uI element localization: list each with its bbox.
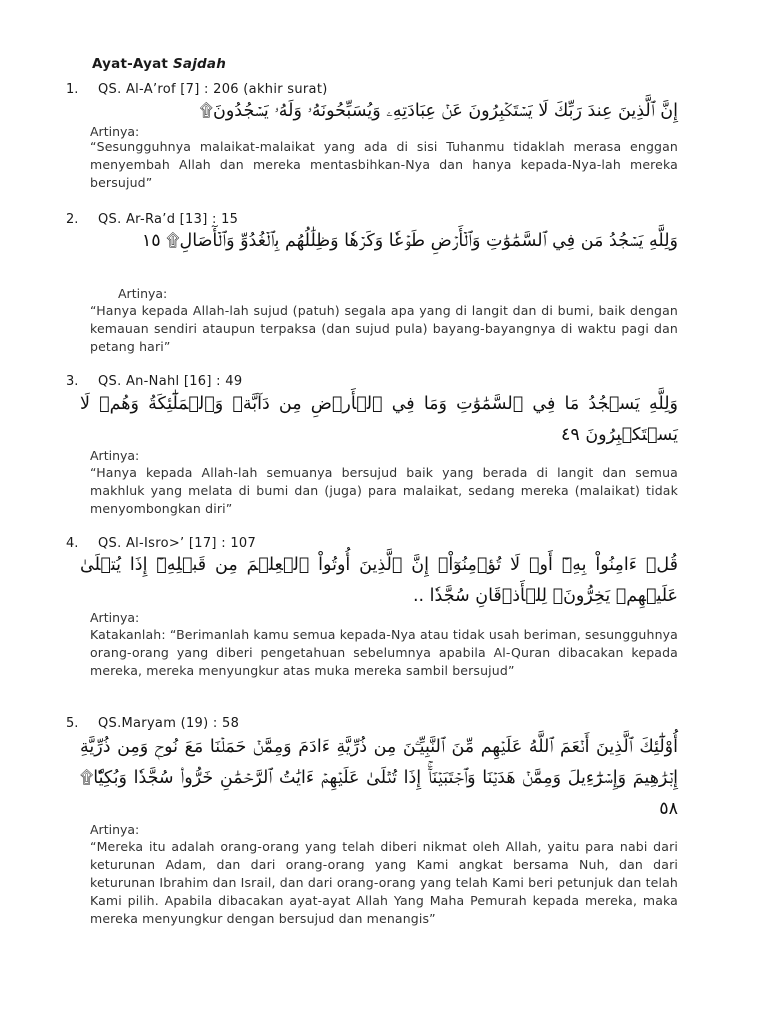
translation-label: Artinya:: [90, 822, 140, 837]
document-title: [92, 56, 226, 72]
item-number: 5.: [66, 716, 79, 731]
surah-reference: QS. Ar-Ra’d [13] : 15: [98, 212, 239, 227]
arabic-verse: أُوْلَٰٓئِكَ ٱلَّذِينَ أَنۡعَمَ ٱللَّهُ عَلَيۡهِم مِّنَ ٱلنَّبِيِّـۧنَ مِن ذُرِّيَّةِ ءَادَمَ وَمِمَّنۡ حَمَلۡنَا مَعَ نُوحٖ وَمِن ذُرِّيَّةِ إِبۡرَٰهِيمَ وَإِسۡرَٰٓءِيلَ وَمِمَّنۡ هَدَيۡنَا وَٱجۡتَبَيۡنَآۚ إِذَا تُتۡلَىٰ عَلَيۡهِمۡ ءَايَٰتُ ٱلرَّحۡمَٰنِ خَرُّواْۤ سُجَّدٗا وَبُكِيّٗا۩ ٥٨: [80, 737, 678, 819]
translation-text: “Hanya kepada Allah-lah sujud (patuh) segala apa yang di langit dan di bumi, baik dengan kemauan sendiri ataupun terpaksa (dan sujud pula) bayang-bayangnya di waktu pagi dan petang hari”: [90, 303, 678, 354]
surah-reference: QS.Maryam (19) : 58: [98, 716, 240, 731]
title-main: Ayat-Ayat: [92, 56, 169, 72]
item-number: 2.: [66, 212, 79, 227]
item-number: 3.: [66, 374, 79, 389]
surah-reference: QS. Al-A’rof [7] : 206 (akhir surat): [98, 82, 328, 97]
arabic-verse: وَلِلَّهِ يَسۡجُدُ مَا فِي ٱلسَّمَٰوَٰتِ وَمَا فِي ٱلۡأَرۡضِ مِن دَآبَّةٖ وَٱلۡمَلَٰٓئِكَةُ وَهُمۡ لَا يَسۡتَكۡبِرُونَ ٤٩: [80, 394, 678, 445]
translation-text: “Mereka itu adalah orang-orang yang telah diberi nikmat oleh Allah, yaitu para nabi dari keturunan Adam, dan dari orang-orang yang Kami angkat bersama Nuh, dan dari keturunan Ibrahim dan Israil, dan dari orang-orang yang telah Kami beri petunjuk dan telah Kami pilih. Apabila dibacakan ayat-ayat Allah Yang Maha Pemurah kepada mereka, maka mereka menyungkur dengan bersujud dan menangis”: [90, 839, 678, 926]
translation-label: Artinya:: [118, 286, 168, 301]
arabic-verse: وَلِلَّهِ يَسۡجُدُ مَن فِي ٱلسَّمَٰوَٰتِ وَٱلۡأَرۡضِ طَوۡعٗا وَكَرۡهٗا وَظِلَٰلُهُم بِٱلۡغُدُوِّ وَٱلۡأٓصَالِ۩ ١٥: [141, 231, 678, 251]
translation-text: “Sesungguhnya malaikat-malaikat yang ada di sisi Tuhanmu tidaklah merasa enggan menyembah Allah dan mereka mentasbihkan-Nya dan hanya kepada-Nya-lah mereka bersujud”: [90, 139, 678, 190]
arabic-verse: قُلۡ ءَامِنُواْ بِهِۦٓ أَوۡ لَا تُؤۡمِنُوٓاْۚ إِنَّ ٱلَّذِينَ أُوتُواْ ٱلۡعِلۡمَ مِن قَبۡلِهِۦٓ إِذَا يُتۡلَىٰ عَلَيۡهِمۡ يَخِرُّونَۤ لِلۡأَذۡقَانِ سُجَّدٗا ..: [80, 555, 678, 606]
surah-reference: QS. An-Nahl [16] : 49: [98, 374, 243, 389]
translation-text: Katakanlah: “Berimanlah kamu semua kepada-Nya atau tidak usah beriman, sesungguhnya orang-orang yang diberi pengetahuan sebelumnya apabila Al-Quran dibacakan kepada mereka, mereka menyungkur atas muka mereka sambil bersujud”: [90, 627, 678, 678]
translation-text: “Hanya kepada Allah-lah semuanya bersujud baik yang berada di langit dan semua makhluk yang melata di bumi dan (juga) para malaikat, sedang mereka (malaikat) tidak menyombongkan diri”: [90, 465, 678, 516]
translation-label: Artinya:: [90, 448, 140, 463]
item-number: 1.: [66, 82, 79, 97]
translation-label: Artinya:: [90, 124, 140, 139]
item-number: 4.: [66, 536, 79, 551]
translation-label: Artinya:: [90, 610, 140, 625]
surah-reference: QS. Al-Isro>’ [17] : 107: [98, 536, 257, 551]
arabic-verse: إِنَّ ٱلَّذِينَ عِندَ رَبِّكَ لَا يَسۡتَكۡبِرُونَ عَنۡ عِبَادَتِهِۦ وَيُسَبِّحُونَهُۥ وَلَهُۥ يَسۡجُدُونَ۩: [199, 101, 678, 121]
title-italic: Sajdah: [172, 56, 227, 72]
